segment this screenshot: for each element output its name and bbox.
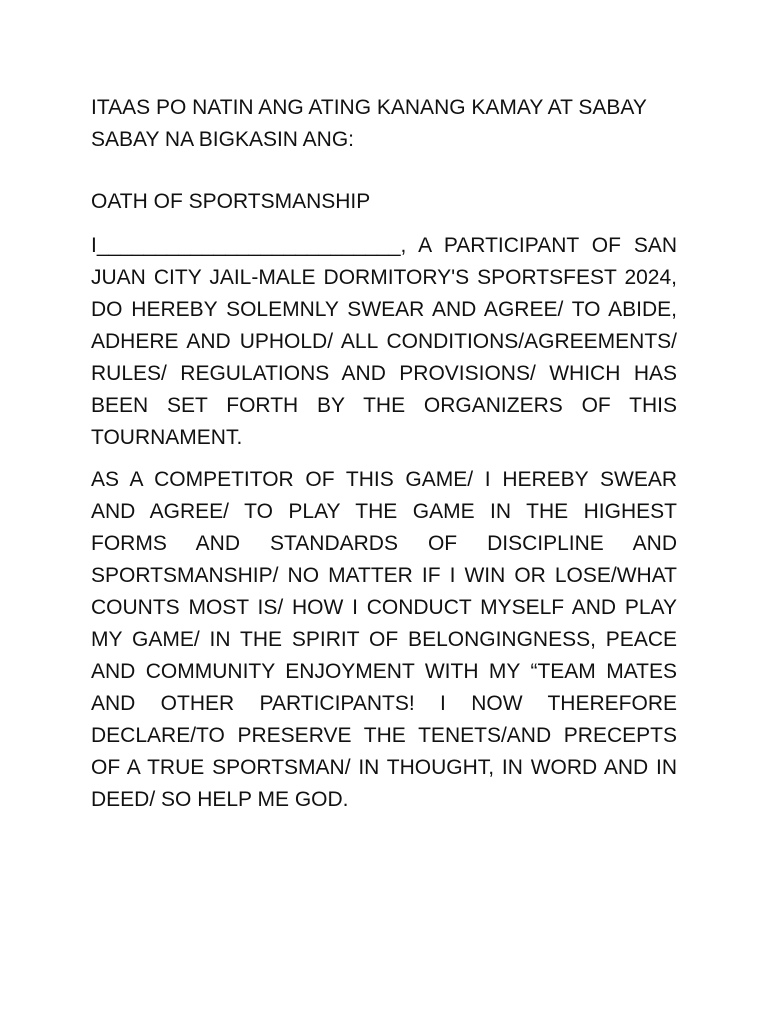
oath-heading: OATH OF SPORTSMANSHIP [91, 190, 371, 213]
intro-instruction: ITAAS PO NATIN ANG ATING KANANG KAMAY AT SABAY SABAY NA BIGKASIN ANG: [91, 96, 647, 151]
pledge-paragraph: AS A COMPETITOR OF THIS GAME/ I HEREBY SWEAR AND AGREE/ TO PLAY THE GAME IN THE HIGHEST FORMS AND STANDARDS OF DISCIPLINE AND SPORTSMANSHIP/ NO MATTER IF I WIN OR LOSE/WHAT COUNTS MOST IS/ HOW I CONDUCT MYSELF AND PLAY MY GAME/ IN THE SPIRIT OF BELONGINGNESS, PEACE AND COMMUNITY ENJOYMENT WITH MY “TEAM MATES AND OTHER PARTICIPANTS! I NOW THEREFORE DECLARE/TO PRESERVE THE TENETS/AND PRECEPTS OF A TRUE SPORTSMAN/ IN THOUGHT, IN WORD AND IN DEED/ SO HELP ME GOD. [91, 468, 677, 811]
oath-paragraph: I__________________________, A PARTICIPANT OF SAN JUAN CITY JAIL-MALE DORMITORY'S SPORTSFEST 2024, DO HEREBY SOLEMNLY SWEAR AND AGREE/ TO ABIDE, ADHERE AND UPHOLD/ ALL CONDITIONS/AGREEMENTS/ RULES/ REGULATIONS AND PROVISIONS/ WHICH HAS BEEN SET FORTH BY THE ORGANIZERS OF THIS TOURNAMENT. [91, 234, 677, 449]
